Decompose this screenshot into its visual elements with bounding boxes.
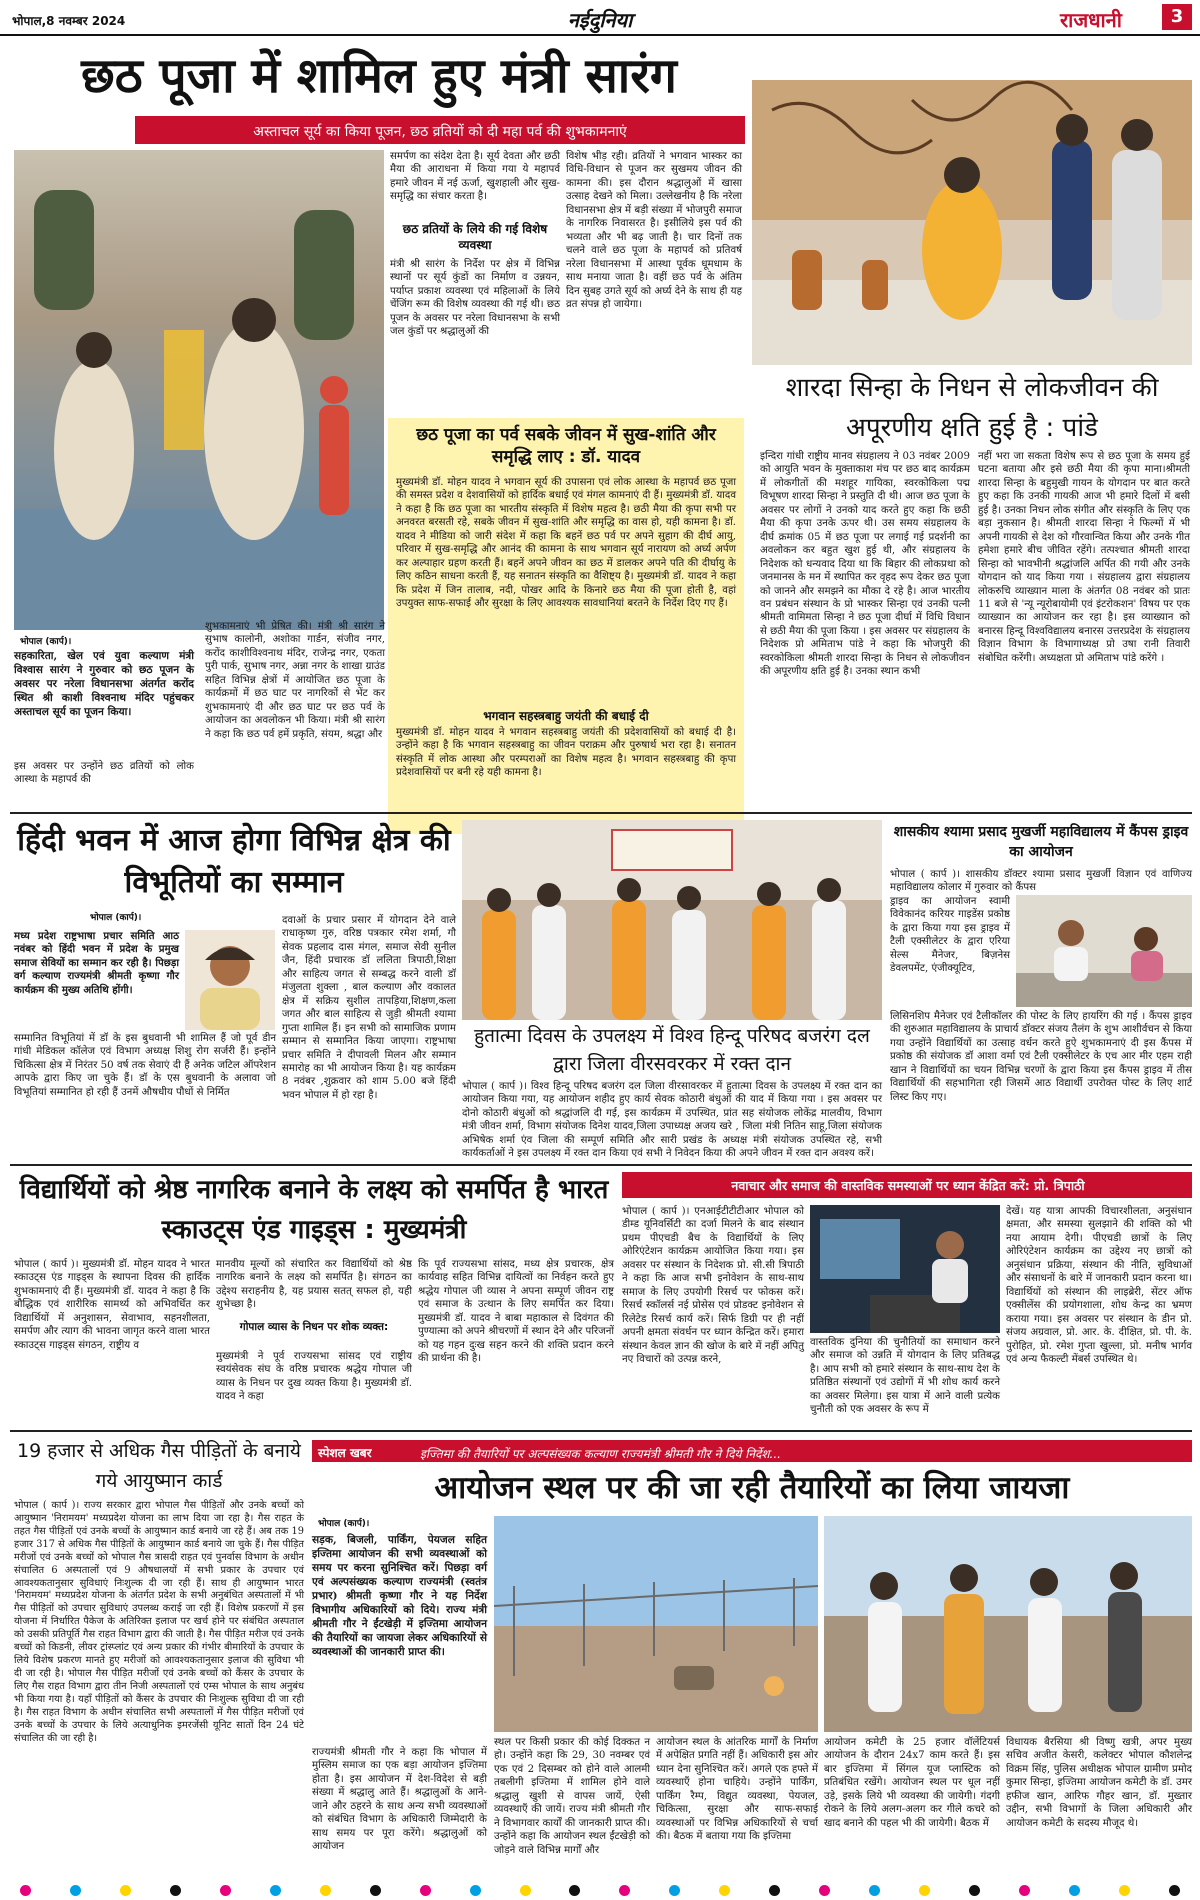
issue-date: भोपाल,8 नवम्बर 2024 xyxy=(12,14,126,28)
story10-lead: सड़क, बिजली, पार्किंग, पेयजल सहित इज्तिमा आयोजन की सभी व्यवस्थाओं को समय पर करना सुनिश्चित करें। पिछड़ा वर्ग एवं अल्पसंख्यक कल्याण राज्यमंत्री (स्वतंत्र प्रभार) श्रीमती कृष्णा गौर ने यह निर्देश विभागीय अधिकारियों को दिये। राज्य मंत्री श्रीमती गौर ने ईंटखेड़ी में इज्तिमा आयोजन की तैयारियों का जायजा लेकर अधिकारियों से व्यवस्थाओं की जानकारी प्राप्त की। xyxy=(312,1534,487,1658)
story4-col1: सम्मानित विभूतियां में डॉ के इस बुधवानी भी शामिल हैं जो पूर्व डीन गांधी मेडिकल कॉलेज एवं विभाग अध्यक्ष शिशु रोग सर्जरी हैं। इन्होंने चिकित्सा क्षेत्र में निरंतर 50 वर्ष तक सेवाएं दी हैं अनेक जटिल ऑपरेशन आपके द्वारा किए जा चुके हैं। डॉ के एस बुधवानी के अलावा जो विभूतियां सम्मानित हो रही हैं उनमें औषधीय पौधों से निर्मित xyxy=(14,1033,276,1098)
story1-headline: छठ पूजा में शामिल हुए मंत्री सारंग xyxy=(81,48,677,104)
registration-dot xyxy=(120,1885,131,1896)
story10-kicker: स्पेशल खबर xyxy=(318,1446,372,1460)
story10-col1b: राज्यमंत्री श्रीमती गौर ने कहा कि भोपाल में मुस्लिम समाज का एक बड़ा आयोजन इज्तिमा होता है। इस आयोजन में देश-विदेश से बड़ी संख्या में श्रद्धालु आते हैं। श्रद्धालुओं के आने-जाने और ठहरने के साथ अन्य सभी व्यवस्थाओं को संबंधित विभाग के अधिकारी जिम्मेदारी के साथ समय पर पूरा करेंगे। श्रद्धालुओं को आयोजन xyxy=(312,1747,487,1853)
story10-photo-minister xyxy=(824,1516,1192,1732)
registration-dot xyxy=(619,1885,630,1896)
story10-col2: स्थल पर किसी प्रकार की कोई दिक्कत न हो। उन्होंने कहा कि 29, 30 नवम्बर एवं एक एवं 2 दिसम्बर को होने वाले आलमी तबलीगी इज्तिमा में शामिल होने वाले श्रद्धालु खुशी से वापस जायें, ऐसी व्यवस्थाएँ की जायें। राज्य मंत्री श्रीमती गौर ने विभागवार कार्यों की जानकारी प्राप्त की। उन्होंने कहा कि आयोजन स्थल ईंटखेड़ी को जोड़ने वाले विभिन्न मार्गों और xyxy=(494,1737,650,1856)
registration-dot xyxy=(669,1885,680,1896)
story3-headline: शारदा सिन्हा के निधन से लोकजीवन की अपूरणीय क्षति हुई है : पांडे xyxy=(785,373,1159,443)
paper-name: नईदुनिया xyxy=(567,8,633,32)
story8-col2: वास्तविक दुनिया की चुनौतियों का समाधान करने और समाज को उन्नति में योगदान के लिए प्रतिबद्ध है। आप सभी को हमारे संस्थान के साथ-साथ देश के प्रतिष्ठित संस्थानों एवं उद्योगों में भी शोध कार्य करने का अवसर मिलेगा। इस यात्रा में आने वाली प्रत्येक चुनौती को एक अवसर के रूप में xyxy=(810,1337,1000,1416)
story9-body: भोपाल ( कार्प )। राज्य सरकार द्वारा भोपाल गैस पीड़ितों और उनके बच्चों को आयुष्मान 'निरामयम' मध्यप्रदेश योजना का लाभ दिया जा रहा है। गैस राहत के तहत गैस पीड़ितों एवं उनके बच्चों के आयुष्मान कार्ड बनाये जा रहे हैं। अब तक 19 हजार 317 से अधिक गैस पीड़ितों के आयुष्मान कार्ड बनाये जा चुके हैं। गैस पीड़ित मरीजों एवं उनके बच्चों को भोपाल गैस त्रासदी राहत एवं पुनर्वास विभाग के अधीन संचालित 6 अस्पतालों एवं 9 औषधालयों में सभी प्रकार के उपचार एवं आवश्यकतानुसार सुविधाएं निःशुल्क दी जा रही हैं। साथ ही आयुष्मान भारत 'निरामयम' मध्यप्रदेश योजना के अंतर्गत प्रदेश के सभी अनुबंधित अस्पतालों में भी गैस पीड़ितों को उपचार सुविधाएं उपलब्ध कराई जा रही हैं। विशेष प्रकरणों में इस योजना में निर्धारित पैकेज के अतिरिक्त इलाज पर खर्च होने पर संबंधित अस्पताल को उसकी प्रतिपूर्ति गैस राहत विभाग द्वारा की जाती है। गैस पीड़ित मरीज एवं उनके बच्चों को किडनी, लीवर ट्रांस्प्लांट एवं अन्य प्रकार की गंभीर बीमारियों के उपचार के लिये विशेष प्रकरण मानते हुए मरीजों को आवश्यकतानुसार इलाज की सुविधा भी दी जा रही है। भोपाल गैस पीड़ित मरीजों एवं उनके बच्चों को कैंसर के उपचार के लिए गैस राहत विभाग द्वारा तीन निजी अस्पतालों एवं एम्स भोपाल के साथ अनुबंध भी किया गया है। यहाँ पीड़ितों को कैंसर के उपचार की निःशुल्क सुविधा दी जा रही है। गैस राहत विभाग के अधीन संचालित सभी अस्पतालों में गैस पीड़ित मरीजों एवं उनके बच्चों के उपचार के लिये अत्याधुनिक इमरजेंसी यूनिट सातों दिन 24 घंटे संचालित की जा रही है। xyxy=(14,1500,304,1744)
story1-subhead2: छठ व्रतियों के लिये की गई विशेष व्यवस्था xyxy=(402,222,548,252)
divider xyxy=(10,1164,1192,1166)
registration-dot xyxy=(520,1885,531,1896)
story1-col3-top: समर्पण का संदेश देता है। सूर्य देवता और छठी मैया की आराधना में किया गया ये महापर्व हमारे जीवन में नई ऊर्जा, खुशहाली और सुख-समृद्धि का संचार करता है। xyxy=(390,151,560,203)
registration-dot xyxy=(719,1885,730,1896)
story6-narrow: ड्राइव का आयोजन स्वामी विवेकानंद करियर गाइडेंस प्रकोष्ठ के द्वारा किया गया इस ड्राइव में टैली एक्सीलेटर के द्वारा एरिया सेल्स मैनेजर, बिज़नेस डेवलपमेंट, एंजीक्यूटिव, xyxy=(890,896,1010,975)
registration-dot xyxy=(70,1885,81,1896)
registration-dot xyxy=(420,1885,431,1896)
story10-col5: विधायक बैरसिया श्री विष्णु खत्री, अपर मुख्य सचिव अजीत केसरी, कलेक्टर भोपाल कौशलेन्द्र विक्रम सिंह, पुलिस अधीक्षक भोपाल ग्रामीण प्रमोद कुमार सिन्हा, इज्तिमा आयोजन कमेटी के डॉ. उमर हफीज खान, आरिफ गौहर खान, डॉ. मुख्तार उद्दीन, सभी विभागों के जिला अधिकारी और आयोजन कमेटी के सदस्य मौजूद थे। xyxy=(1006,1737,1192,1829)
story3-col2: नहीं भरा जा सकता विशेष रूप से छठ पूजा के समय हुई घटना बताया और इसे छठी मैया की कृपा माना।श्रीमती शारदा सिन्हा के बहुमुखी गायन के योगदान पर बात करते हुए कहा कि उनकी गायकी आज भी हमारे दिलों में बसी हुई है। उनका निधन लोक संगीत और संस्कृति के लिए एक बड़ा नुकसान है। श्रीमती शारदा सिन्हा ने फिल्मों में भी अपनी गायकी से देश को गौरवान्वित किया और उनके गीत हमेशा हमारे बीच जीवित रहेंगे। तत्पश्चात श्रीमती शारदा सिन्हा को भावभीनी श्रद्धांजलि अर्पित की गयी और उनके योगदान को याद किया गया । संग्रहालय द्वारा संग्रहालय लोकरुचि व्याख्यान माला के अंतर्गत 08 नवंबर को प्रातः 11 बजे से 'न्यू न्यूरोबायोमी एवं इंटरोकशन' विषय पर एक व्याख्यान का आयोजन कर रहा है। इस व्याख्यान को बनारस हिन्दू विश्वविद्यालय बनारस उत्तरप्रदेश के संग्रहालय विज्ञान विभाग के विभागाध्यक्ष प्रो उषा रानी तिवारी संबोधित करेंगी। अध्यक्षता प्रो अमिताभ पांडे करेंगे । xyxy=(978,451,1190,664)
story8-headline: नवाचार और समाज की वास्तविक समस्याओं पर ध्यान केंद्रित करें: प्रो. त्रिपाठी xyxy=(731,1178,1085,1193)
story2-body2: मुख्यमंत्री डॉ. मोहन यादव ने भगवान सहस्त्रबाहु जयंती की प्रदेशवासियों को बधाई दी है। उन्होंने कहा है कि भगवान सहस्त्रबाहु का जीवन पराक्रम और पुरुषार्थ भरा रहा है। सनातन संस्कृति में लोक आस्था और परम्पराओं का विशेष महत्व है। भगवान सहस्त्रबाहु की कृपा प्रदेशवासियों पर बनी रहे यही कामना है। xyxy=(396,727,736,779)
registration-dot xyxy=(819,1885,830,1896)
registration-dot xyxy=(20,1885,31,1896)
story4-portrait xyxy=(185,930,275,1030)
story1-photo-credit: भोपाल (कार्प)। xyxy=(20,637,72,647)
story4-col2: दवाओं के प्रचार प्रसार में योगदान देने वाले राधाकृष्ण गुरु, वरिष्ठ पत्रकार रमेश शर्मा, गौ सेवक प्रहलाद दास मंगल, समाज सेवी सुनील जैन, हिंदी प्रचारक डॉ ललिता त्रिपाठी,शिक्षा और साहित्य जगत से सम्बद्ध करने वाली डॉ मंजुलता शुक्ला , बाल कल्याण और वकालत क्षेत्र में सक्रिय सुशील तापड़िया,शिक्षण,कला जगत और बाल साहित्य से जुड़ी श्रीमती श्यामा गुप्ता शामिल हैं। इन सभी को सामाजिक प्रणाम सम्मान से सम्मानित किया जाएगा। राष्ट्रभाषा प्रचार समिति ने दीपावली मिलन और सम्मान समारोह का भी आयोजन किया है। यह कार्यक्रम 8 नवंबर ,शुक्रवार को शाम 5.00 बजे हिंदी भवन भोपाल में हो रहा है। xyxy=(282,915,456,1101)
story3-photo xyxy=(752,80,1192,365)
registration-dot xyxy=(969,1885,980,1896)
registration-dot xyxy=(220,1885,231,1896)
story7-col1: भोपाल ( कार्प )। मुख्यमंत्री डॉ. मोहन यादव ने भारत स्काउट्स एंड गाइड्स के स्थापना दिवस की हार्दिक शुभकामनाएं दी हैं। मुख्यमंत्री डॉ. यादव ने कहा है कि बौद्धिक एवं शारीरिक सामर्थ्य को अभिवर्धित कर विद्यार्थियों में अनुशासन, सेवाभाव, सहनशीलता, समर्पण और त्याग की भावना जागृत करने वाला भारत स्काउट्स गाइड्स संगठन, राष्ट्रीय व xyxy=(14,1259,210,1351)
story5-body: भोपाल ( कार्प )। विश्व हिन्दू परिषद बजरंग दल जिला वीरसावरकर में हुतात्मा दिवस के उपलक्ष्य में रक्त दान का आयोजन किया गया, यह आयोजन शहीद हुए कार्य सेवक कोठारी बंधुओं की याद में किया गया । इस अवसर पर दोनो कोठारी बंधुओं को श्रद्धांजलि दी गई, इस कार्यक्रम में उपस्थित, प्रांत सह संयोजक लोकेंद्र मालवीय, विभाग मंत्री जीवन शर्मा, विभाग संयोजक दिनेश यादव,जिला उपाध्यक्ष अजय खरे , जिला मंत्री नितिन साहू,जिला संयोजक अभिषेक शर्मा एंव जिला की सम्पूर्ण समिति और सारी प्रखंड के अध्यक्ष मंत्री संयोजक उपस्थित रहे, सभी कार्यकर्ताओं ने इस उपलक्ष्य में रक्त दान किया एवं सभी ने निवेदन किया की अपने जीवन में रक्त दान अवश्य करें। xyxy=(462,1081,882,1160)
registration-dot xyxy=(370,1885,381,1896)
story8-col1: भोपाल ( कार्प )। एनआईटीटीटीआर भोपाल को डीम्ड यूनिवर्सिटी का दर्जा मिलने के बाद संस्थान प्रथम पीएचडी बैच के विद्यार्थियों के लिए ओरिएंटेशन कार्यक्रम आयोजित किया गया। इस अवसर पर संस्थान के निदेशक प्रो. सी.सी त्रिपाठी ने कहा कि आज सभी इनोवेशन के साथ-साथ समाज के लिए उपयोगी रिसर्च पर फोकस करें। रिसर्च स्कॉलर्स नई प्रोसेस एवं प्रोडक्ट इनोवेशन से रिलेटेड रिसर्च कार्य करें। सिर्फ डिग्री पर ही नहीं अपनी क्षमता संवर्धन पर ध्यान केन्द्रित करें। हमारा संस्थान केवल ज्ञान की खोज के बारे में नहीं अपितु नए विचारों को उत्पन्न करने, xyxy=(622,1206,804,1365)
story7-col2: मानवीय मूल्यों को संचारित कर विद्यार्थियों को श्रेष्ठ नागरिक बनाने के लक्ष्य को समर्पित है। संगठन का उद्देश्य सराहनीय है, यह प्रयास सतत् सफल हो, यही शुभेच्छा है। xyxy=(216,1259,412,1311)
registration-dot xyxy=(1119,1885,1130,1896)
story1-photo xyxy=(14,150,384,630)
story6-photo xyxy=(1016,895,1192,1007)
divider xyxy=(10,812,1192,814)
registration-dot xyxy=(1019,1885,1030,1896)
story3-col1: इन्दिरा गांधी राष्ट्रीय मानव संग्रहालय ने 03 नवंबर 2009 को आयुति भवन के मुक्ताकाश मंच पर छठ बाद कार्यक्रम में लोकगीतों की मशहूर गायिका, स्वरकोकिला पद्म विभूषण शारदा सिन्हा ने प्रस्तुति दी थी। आज छठ पूजा के अवसर पर लोगों ने उनको याद करते हुए कहा कि छठी मैया की कृपा उनके ऊपर थी। उस समय संग्रहालय के दीर्घ क्रमांक 05 में छठ पूजा पर लगाई गई प्रदर्शनी का अवलोकन कर बहुत खुश हुई थी, और संग्रहालय के निदेशक को धन्यवाद दिया था कि बिहार की लोकप्रथा को जनमानस के मन में स्थापित कर वृहद रूप देकर छठ पूजा को जानने और समझने का मौका दे रहे है। आज भारतीय वन प्रबंधन संस्थान के प्रो भास्कर सिन्हा एवं उनकी पत्नी श्रीमती वामिमता सिन्हा ने छठ पूजा दीर्घा में विधि विधान से छठी मैया की पूजा किया । इस अवसर पर संग्रहालय के निदेशक प्रो अमिताभ पांडे ने कहा कि भोजपुरी की स्वरकोकिला श्रीमती शारदा सिन्हा के निधन से लोकजीवन की अपूरणीय क्षति हुई है। उनका स्थान कभी xyxy=(760,451,970,678)
story10-col4: आयोजन कमेटी के 25 हजार वॉलेंटियर्स आयोजन के दौरान 24x7 काम करते हैं। इस बार इज्तिमा में सिंगल यूज प्लास्टिक को प्रतिबंधित रखेंगे। आयोजन स्थल पर धूल नहीं उड़े, इसके लिये भी व्यवस्था की जायेगी। गंदगी रोकने के लिये अलग-अलग कर गीले कचरे को खाद बनाने की पहल भी की जायेगी। बैठक में xyxy=(824,1737,1000,1829)
registration-dot xyxy=(320,1885,331,1896)
registration-dot xyxy=(470,1885,481,1896)
story6-body: लिसिनशिप मैनेजर एवं टैलीकॉलर की पोस्ट के लिए हायरिंग की गई । कैंपस ड्राइव की शुरुआत महाविद्यालय के प्राचार्य डॉक्टर संजय तैलंग के शुभ आशीर्वचन से किया गया उन्होंने विद्यार्थियों का उत्साह वर्धन करते हुऐ शुभकामनाएं दी इस कैंपस में प्रकोष्ठ की संयोजक डॉ आशा वर्मा एवं टैली एक्सीलेटर के एच आर मीर एहम राही खान ने विद्यार्थियों का चयन विभिन्न चरणों के द्वारा किया इस कैंपस ड्राइव में तीस विद्यार्थियों की सहभागिता रही जिसमें आठ विद्यार्थी उपरोक्त पोस्ट के लिए शार्ट लिस्ट किए गए। xyxy=(890,1011,1192,1103)
story10-dateline: भोपाल (कार्प)। xyxy=(318,1519,370,1529)
story1-subhead: अस्ताचल सूर्य का किया पूजन, छठ व्रतियों को दी महा पर्व की शुभकामनाएं xyxy=(253,124,627,140)
story1-col3-body: मंत्री श्री सारंग के निर्देश पर क्षेत्र में विभिन्न स्थानों पर सूर्य कुंडों का निर्माण व उन्नयन, पर्याप्त प्रकाश व्यवस्था एवं महिलाओं के लिये चेंजिंग रूम की विशेष व्यवस्था की गई थी। छठ पूजन के अवसर पर नरेला विधानसभा के सभी जल कुंडों पर श्रद्धालुओं की xyxy=(390,259,560,338)
story7-subhead: गोपाल व्यास के निधन पर शोक व्यक्त: xyxy=(239,1321,389,1333)
registration-dot xyxy=(769,1885,780,1896)
story6-top: भोपाल ( कार्प )। शासकीय डॉक्टर श्यामा प्रसाद मुखर्जी विज्ञान एवं वाणिज्य महाविद्यालय कोलार में गुरुवार को कैंपस xyxy=(890,869,1192,894)
story1-caption-lead: सहकारिता, खेल एवं युवा कल्याण मंत्री विश्वास सारंग ने गुरुवार को छठ पूजन के अवसर पर नरेला विधानसभा अंतर्गत करोंद स्थित श्री काशी विश्वनाथ मंदिर पहुंचकर अस्ताचल सूर्य का पूजन किया। xyxy=(14,650,194,718)
page-number: 3 xyxy=(1162,4,1192,30)
story1-col1-rest: इस अवसर पर उन्होंने छठ व्रतियों को लोक आस्था के महापर्व की xyxy=(14,761,194,786)
registration-dot xyxy=(869,1885,880,1896)
print-color-bar xyxy=(0,1880,1200,1900)
story10-strap: इज्तिमा की तैयारियों पर अल्पसंख्यक कल्याण राज्यमंत्री श्रीमती गौर ने दिये निर्देश... xyxy=(420,1447,781,1461)
story4-lead: मध्य प्रदेश राष्ट्रभाषा प्रचार समिति आठ नवंबर को हिंदी भवन में प्रदेश के प्रमुख समाज सेवियों का सम्मान कर रही है। पिछड़ा वर्ग कल्याण राज्यमंत्री श्रीमती कृष्णा गौर कार्यक्रम की मुख्य अतिथि होंगी। xyxy=(14,930,179,996)
registration-dot xyxy=(569,1885,580,1896)
story10-photo-venue xyxy=(494,1516,818,1732)
story9-headline: 19 हजार से अधिक गैस पीड़ितों के बनाये गये आयुष्मान कार्ड xyxy=(17,1440,301,1492)
story7-headline: विद्यार्थियों को श्रेष्ठ नागरिक बनाने के लक्ष्य को समर्पित है भारत स्काउट्स एंड गाइड्स : मुख्यमंत्री xyxy=(19,1175,609,1245)
divider xyxy=(10,1430,1192,1432)
section-name: राजधानी xyxy=(1060,8,1122,32)
story10-headline: आयोजन स्थल पर की जा रही तैयारियों का लिया जायजा xyxy=(434,1470,1070,1506)
story8-photo xyxy=(810,1205,1000,1333)
story5-headline: हुतात्मा दिवस के उपलक्ष्य में विश्व हिन्दू परिषद बजरंग दल द्वारा जिला वीरसवरकर में रक्त दान xyxy=(474,1025,870,1075)
story6-headline: शासकीय श्यामा प्रसाद मुखर्जी महाविद्यालय में कैंपस ड्राइव का आयोजन xyxy=(893,824,1189,860)
story4-dateline: भोपाल (कार्प)। xyxy=(90,913,142,923)
story7-col2b: मुख्यमंत्री ने पूर्व राज्यसभा सांसद एवं राष्ट्रीय स्वयंसेवक संघ के वरिष्ठ प्रचारक श्रद्धेय गोपाल जी व्यास के निधन पर दुख व्यक्त किया है। मुख्यमंत्री डॉ. यादव ने कहा xyxy=(216,1351,412,1403)
masthead xyxy=(0,0,1200,36)
registration-dot xyxy=(170,1885,181,1896)
story2-subhead: भगवान सहस्त्रबाहु जयंती की बधाई दी xyxy=(483,709,649,723)
story7-col3: कि पूर्व राज्यसभा सांसद, मध्य क्षेत्र प्रचारक, क्षेत्र कार्यवाह सहित विभिन्न दायित्वों का निर्वहन करते हुए श्रद्धेय गोपाल जी व्यास ने अपना सम्पूर्ण जीवन राष्ट्र एवं समाज के उत्थान के लिए समर्पित कर दिया। मुख्यमंत्री डॉ. यादव ने बाबा महाकाल से दिवंगत की पुण्यात्मा को अपने श्रीचरणों में स्थान देने और परिजनों को यह गहन दुःख सहन करने की शक्ति प्रदान करने की प्रार्थना की है। xyxy=(418,1259,614,1365)
story8-col3: देखें। यह यात्रा आपकी विचारशीलता, अनुसंधान क्षमता, और समस्या सुलझाने की शक्ति को भी नया आयाम देगी। पीएचडी छात्रों के लिए ओरिएंटेशन कार्यक्रम का उद्देश्य नए छात्रों को अनुसंधान प्रक्रिया, संस्थान की नीति, सुविधाओं और संसाधनों के बारे में जानकारी प्रदान करना था। विद्यार्थियों को संस्थान की लाइब्रेरी, सेंटर ऑफ एक्सीलेंस की प्रयोगशाला, शोध केन्द्र का भ्रमण कराया गया। इस अवसर पर संस्थान के डीन प्रो. संजय अग्रवाल, प्रो. आर. के. दीक्षित, प्रो. पी. के. पुरोहित, प्रो. रमेश गुप्ता खुल्ला, प्रो. मनीष भार्गव एवं अन्य फैकल्टी मेंबर्स उपस्थित थे। xyxy=(1006,1206,1192,1365)
story2-body: मुख्यमंत्री डॉ. मोहन यादव ने भगवान सूर्य की उपासना एवं लोक आस्था के महापर्व छठ पूजा की समस्त प्रदेश व देशवासियों को हार्दिक बधाई एवं मंगल कामनाएं दी हैं। मुख्यमंत्री डॉ. यादव ने कहा है कि छठ पूजा का भारतीय संस्कृति में विशेष महत्व है। छठी मैया की कृपा सभी पर अनवरत बरसती रहे, सबके जीवन में सुख-शांति और समृद्धि का वास हो, यही कामना है। डॉ. यादव ने मीडिया को जारी संदेश में कहा कि बहनें छठ पर्व पर अपने सुहाग की दीर्घ आयु, परिवार में सुख-समृद्धि और आनंद की कामना के साथ भगवान सूर्य नारायण को अर्घ्य अर्पण कर अल्पाहार ग्रहण करती हैं। बहनें अपने जीवन का छठ में डालकर अपने पति की दीर्घायु के लिए कठिन साधना करती हैं, यह सनातन संस्कृति का वैशिष्ट्य है। मुख्यमंत्री डॉ. यादव ने कहा कि प्रदेश में जिन तालाब, नदी, पोखर आदि के किनारे छठ मैया की पूजा होती है, वहां उपयुक्त साफ-सफाई और सुरक्षा के लिए आवश्यक सावधानियां बरतने के निर्देश दिए गए हैं। xyxy=(396,477,736,610)
story10-col3: आयोजन स्थल के आंतरिक मार्गों के निर्माण में अपेक्षित प्रगति नहीं हैं। अधिकारी इस ओर ध्यान देना सुनिश्चित करें। अगले एक हफ्ते में व्यवस्थाएँ होना चाहिये। उन्होंने पार्किंग, पार्किंग रैम्प, विद्युत व्यवस्था, पेयजल, चिकित्सा, सुरक्षा और साफ-सफाई व्यवस्थाओं पर विभिन्न अधिकारियों से चर्चा की। बैठक में बताया गया कि इज्तिमा xyxy=(656,1737,818,1843)
story5-photo xyxy=(462,820,882,1020)
story1-col2: शुभकामनाएं भी प्रेषित की। मंत्री श्री सारंग ने सुभाष कालोनी, अशोका गार्डन, संजीव नगर, करोंद काशीविश्वनाथ मंदिर, राजेन्द्र नगर, एकता पुरी पार्क, सुभाष नगर, अन्ना नगर के शाखा ग्राउंड सहित विभिन्न क्षेत्रों में आयोजित छठ पूजा के कार्यक्रमों में छठ घाट पर नागरिकों से भेंट कर शुभकामनाएं दी और छठ घाट पर छठ पर्व के आयोजन का अवलोकन भी किया। मंत्री श्री सारंग ने कहा कि छठ पर्व हमें प्रकृति, संयम, श्रद्धा और xyxy=(205,621,385,740)
registration-dot xyxy=(1069,1885,1080,1896)
story2-headline: छठ पूजा का पर्व सबके जीवन में सुख-शांति और समृद्धि लाए : डॉ. यादव xyxy=(416,425,716,467)
registration-dot xyxy=(270,1885,281,1896)
story4-headline: हिंदी भवन में आज होगा विभिन्न क्षेत्र की विभूतियों का सम्मान xyxy=(17,823,451,900)
story1-col4: विशेष भीड़ रही। व्रतियों ने भगवान भास्कर का विधि-विधान से पूजन कर सुखमय जीवन की कामना की। इस दौरान श्रद्धालुओं में खासा उत्साह देखने को मिला। उल्लेखनीय है कि नरेला विधानसभा क्षेत्र में बड़ी संख्या में भोजपुरी समाज के नागरिक निवासरत है। इसीलिये इस पर्व की भव्यता और भी बढ़ जाती है। चार दिनों तक चलने वाले छठ पूजा के महापर्व को प्रतिवर्ष नरेला विधानसभा में आस्था पूर्वक धूमधाम के साथ मनाया जाता है। वहीं छठ पर्व के अंतिम दिन सुबह उगते सूर्य को अर्घ्य देने के साथ ही यह व्रत संपन्न हो जायेगा। xyxy=(566,151,742,310)
registration-dot xyxy=(919,1885,930,1896)
registration-dot xyxy=(1169,1885,1180,1896)
